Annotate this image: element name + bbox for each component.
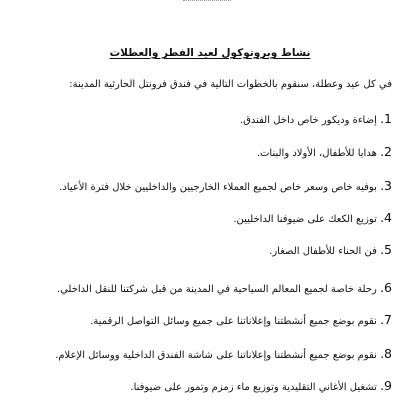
list-item [52, 111, 392, 126]
list-item-number: 4. [380, 210, 392, 225]
list-item-number: 1. [380, 111, 392, 126]
list-item-text: رحلة خاصة لجميع المعالم السياحية في المدينة من قبل شركتنا للنقل الداخلي. [56, 284, 377, 295]
list-item [52, 242, 392, 257]
list-item [52, 280, 392, 295]
list-item [52, 346, 392, 361]
list-item-text: نقوم بوضع جميع أنشطتنا وإعلاناتنا على جميع وسائل التواصل الرقمية. [90, 316, 377, 327]
list-item-text: فن الحناء للأطفال الصغار. [269, 246, 377, 257]
list-item-number: 7. [380, 312, 392, 327]
list-item-number: 6. [380, 280, 392, 295]
list-item-text: إضاءة وديكور خاص داخل الفندق. [239, 115, 377, 126]
intro-paragraph: في كل عيد وعطلة، سنقوم بالخطوات التالية في فندق فرونتل الحارثية المدينة: [69, 79, 392, 90]
list-item [52, 378, 392, 393]
list-item-text: نقوم بوضع جميع أنشطتنا وإعلاناتنا على شاشة الفندق الداخلية ووسائل الإعلام. [55, 350, 377, 361]
list-item-text: هدايا للأطفال، الأولاد والبنات. [256, 148, 377, 159]
list-item [52, 144, 392, 159]
list-item-number: 8. [380, 346, 392, 361]
list-item [52, 210, 392, 225]
document-title: نشاط وبروتوكول لعيد الفطر والعطلات [109, 47, 311, 59]
list-item-text: تشغيل الأغاني التقليدية وتوزيع ماء زمزم وتمور على ضيوفنا. [130, 382, 377, 393]
page-top-mark [183, 0, 231, 2]
list-item [52, 312, 392, 327]
list-item [52, 178, 392, 193]
list-item-number: 9. [380, 378, 392, 393]
list-item-number: 5. [380, 242, 392, 257]
list-item-number: 2. [380, 144, 392, 159]
list-item-text: بوفيه خاص وسعر خاص لجميع العملاء الخارجيين والداخليين خلال فترة الأعياد. [59, 182, 377, 193]
list-item-number: 3. [380, 178, 392, 193]
list-item-text: توزيع الكعك على ضيوفنا الداخليين. [233, 214, 377, 225]
